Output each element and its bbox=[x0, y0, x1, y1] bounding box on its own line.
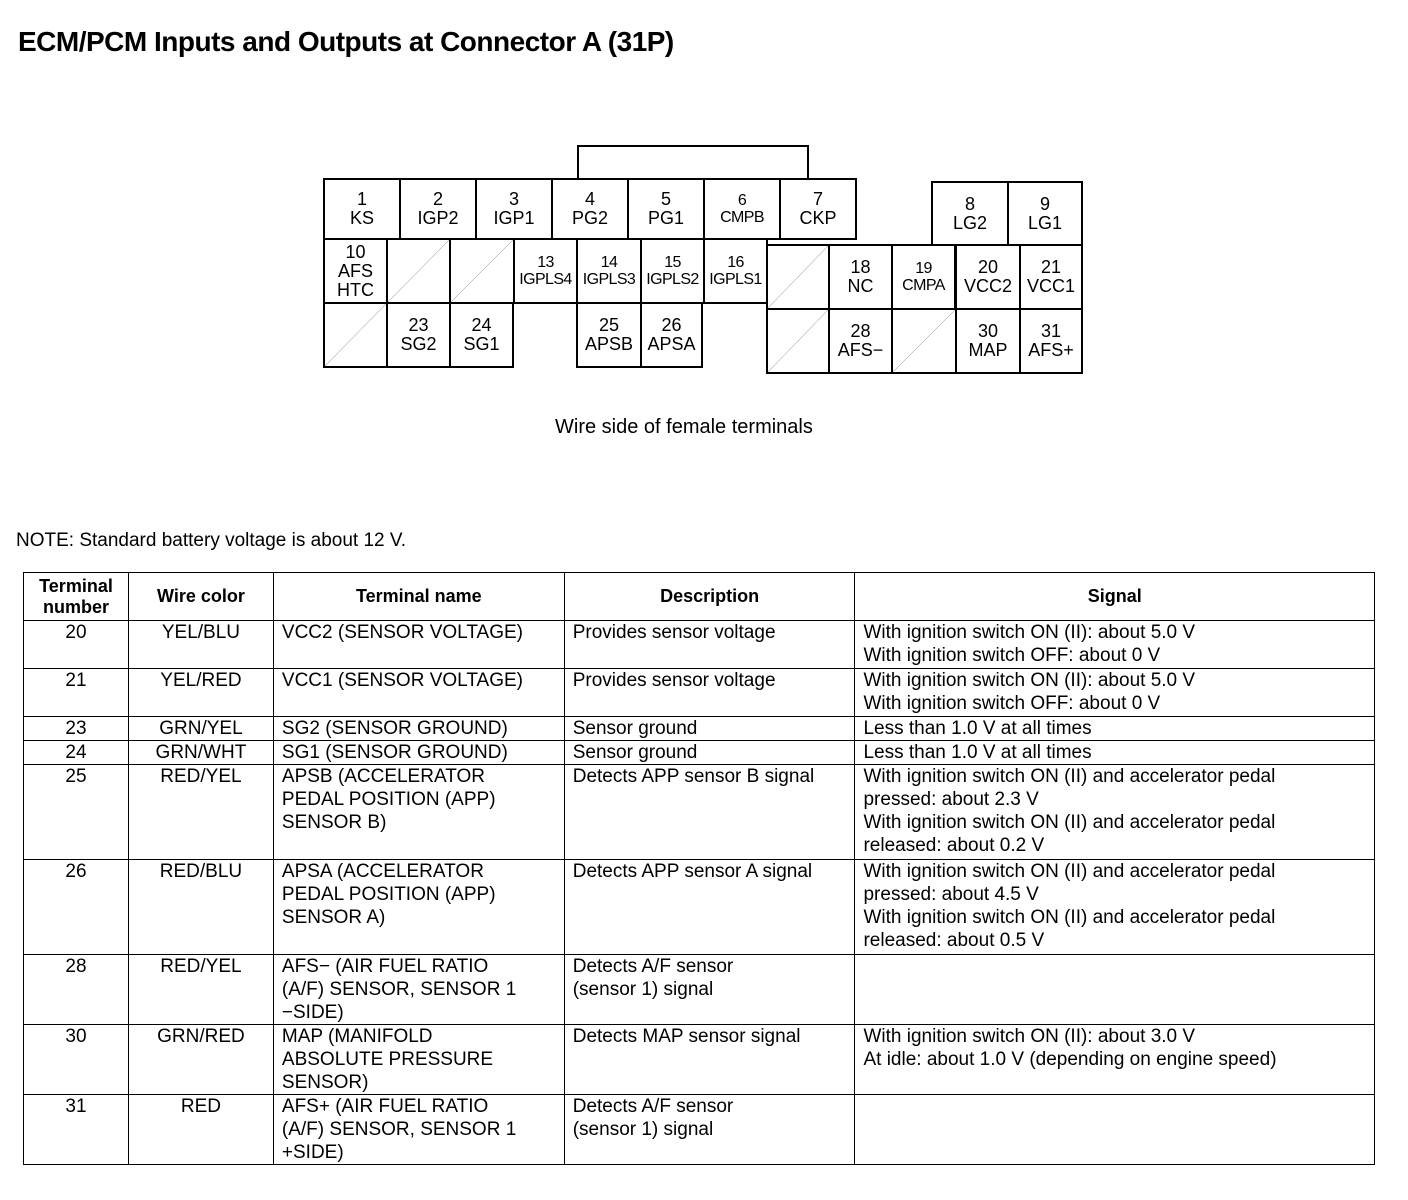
terminal-number: 4 bbox=[584, 189, 595, 209]
description-cell: Detects MAP sensor signal bbox=[564, 1025, 855, 1095]
terminal-number-cell: 21 bbox=[24, 669, 129, 717]
terminal-2 bbox=[399, 178, 477, 240]
wire-color-cell: GRN/RED bbox=[128, 1025, 273, 1095]
terminal-name: IGPLS1 bbox=[709, 271, 762, 288]
terminal-name-cell: APSB (ACCELERATOR PEDAL POSITION (APP) SENSOR B) bbox=[273, 765, 564, 860]
wire-color-cell: GRN/WHT bbox=[128, 741, 273, 765]
wire-color-cell: RED/YEL bbox=[128, 765, 273, 860]
table-row bbox=[24, 621, 1375, 669]
header-description: Description bbox=[564, 573, 855, 621]
terminal-number-cell: 20 bbox=[24, 621, 129, 669]
terminal-name: IGP1 bbox=[493, 208, 535, 228]
terminal-name: IGPLS4 bbox=[519, 271, 572, 288]
terminal-number: 30 bbox=[977, 321, 999, 341]
description-cell: Detects A/F sensor (sensor 1) signal bbox=[564, 955, 855, 1025]
connector-lock-tab bbox=[577, 145, 809, 181]
terminal-number: 19 bbox=[915, 260, 932, 277]
terminal-name: KS bbox=[349, 208, 374, 228]
terminal-19 bbox=[891, 244, 956, 310]
io-table bbox=[23, 572, 1375, 1165]
terminal-number-cell: 31 bbox=[24, 1095, 129, 1165]
terminal-number-cell: 25 bbox=[24, 765, 129, 860]
terminal-31 bbox=[1019, 308, 1083, 374]
terminal-name: IGPLS2 bbox=[646, 271, 699, 288]
terminal-name: APSA bbox=[647, 334, 696, 354]
table-row bbox=[24, 860, 1375, 955]
terminal-30 bbox=[955, 308, 1021, 374]
connector-caption: Wire side of female terminals bbox=[555, 416, 813, 438]
table-row bbox=[24, 1095, 1375, 1165]
terminal-25 bbox=[576, 302, 642, 368]
terminal-number-cell: 23 bbox=[24, 717, 129, 741]
terminal-name: NC bbox=[847, 276, 874, 296]
terminal-number: 15 bbox=[664, 254, 681, 271]
terminal-24 bbox=[449, 302, 514, 368]
terminal-number: 26 bbox=[661, 315, 682, 335]
terminal-name-cell: AFS+ (AIR FUEL RATIO (A/F) SENSOR, SENSOR 1 +SIDE) bbox=[273, 1095, 564, 1165]
terminal-name: LG1 bbox=[1027, 212, 1063, 233]
terminal-number: 10 bbox=[345, 241, 366, 262]
terminal-name: AFS HTC bbox=[337, 260, 374, 300]
terminal-18 bbox=[828, 244, 893, 310]
terminal-name-cell: SG1 (SENSOR GROUND) bbox=[273, 741, 564, 765]
terminal-number: 3 bbox=[508, 189, 519, 209]
description-cell: Provides sensor voltage bbox=[564, 669, 855, 717]
terminal-name: CKP bbox=[799, 208, 837, 228]
terminal-number: 25 bbox=[598, 315, 620, 335]
description-cell: Detects APP sensor B signal bbox=[564, 765, 855, 860]
terminal-name: AFS+ bbox=[1028, 340, 1074, 360]
wire-color-cell: GRN/YEL bbox=[128, 717, 273, 741]
connector-diagram bbox=[0, 0, 1408, 400]
terminal-3 bbox=[475, 178, 553, 240]
signal-cell: With ignition switch ON (II) and accelerator pedal pressed: about 2.3 V With ignition switch ON (II) and accelerator pedal released: about 0.2 V bbox=[855, 765, 1375, 860]
terminal-number: 9 bbox=[1039, 193, 1050, 214]
terminal-name: LG2 bbox=[952, 212, 988, 233]
terminal-name: PG1 bbox=[647, 208, 685, 228]
terminal-name-cell: VCC2 (SENSOR VOLTAGE) bbox=[273, 621, 564, 669]
signal-cell: With ignition switch ON (II): about 5.0 V With ignition switch OFF: about 0 V bbox=[855, 669, 1375, 717]
signal-cell: Less than 1.0 V at all times bbox=[855, 741, 1375, 765]
terminal-number: 16 bbox=[727, 254, 744, 271]
table-row bbox=[24, 717, 1375, 741]
terminal-1 bbox=[323, 178, 401, 240]
terminal-28 bbox=[828, 308, 893, 374]
terminal-number: 13 bbox=[537, 254, 554, 271]
terminal-20 bbox=[955, 244, 1021, 310]
terminal-5 bbox=[627, 178, 705, 240]
terminal-name-cell: AFS− (AIR FUEL RATIO (A/F) SENSOR, SENSOR 1 −SIDE) bbox=[273, 955, 564, 1025]
header-terminal-name: Terminal name bbox=[273, 573, 564, 621]
terminal-name-cell: APSA (ACCELERATOR PEDAL POSITION (APP) SENSOR A) bbox=[273, 860, 564, 955]
battery-note: NOTE: Standard battery voltage is about 12 V. bbox=[16, 530, 407, 551]
terminal-4 bbox=[551, 178, 629, 240]
terminal-name: SG2 bbox=[400, 334, 437, 354]
terminal-number-cell: 24 bbox=[24, 741, 129, 765]
wire-color-cell: YEL/RED bbox=[128, 669, 273, 717]
terminal-26 bbox=[640, 302, 703, 368]
description-cell: Detects A/F sensor (sensor 1) signal bbox=[564, 1095, 855, 1165]
terminal-number-cell: 26 bbox=[24, 860, 129, 955]
signal-cell bbox=[855, 1095, 1375, 1165]
table-header-row bbox=[24, 573, 1375, 621]
terminal-23 bbox=[386, 302, 451, 368]
terminal-number: 5 bbox=[660, 189, 671, 209]
description-cell: Provides sensor voltage bbox=[564, 621, 855, 669]
terminal-name: MAP bbox=[968, 340, 1008, 360]
unused-terminal-slot bbox=[891, 308, 957, 374]
header-wire-color: Wire color bbox=[128, 573, 273, 621]
terminal-name: VCC1 bbox=[1026, 276, 1075, 296]
terminal-number: 1 bbox=[356, 189, 367, 209]
terminal-name: CMPA bbox=[902, 277, 945, 294]
table-row bbox=[24, 955, 1375, 1025]
terminal-name: IGP2 bbox=[417, 208, 459, 228]
unused-terminal-slot bbox=[449, 238, 515, 304]
table-row bbox=[24, 765, 1375, 860]
description-cell: Sensor ground bbox=[564, 741, 855, 765]
unused-terminal-slot bbox=[766, 244, 830, 310]
terminal-number: 23 bbox=[408, 315, 429, 335]
terminal-name: APSB bbox=[584, 334, 634, 354]
terminal-number: 18 bbox=[850, 257, 871, 277]
terminal-14 bbox=[576, 238, 642, 304]
terminal-name: SG1 bbox=[463, 334, 500, 354]
terminal-name-cell: SG2 (SENSOR GROUND) bbox=[273, 717, 564, 741]
terminal-13 bbox=[513, 238, 578, 304]
terminal-number: 21 bbox=[1040, 257, 1062, 277]
terminal-number: 7 bbox=[812, 189, 823, 209]
description-cell: Detects APP sensor A signal bbox=[564, 860, 855, 955]
terminal-7 bbox=[779, 178, 857, 240]
terminal-number: 20 bbox=[977, 257, 999, 277]
terminal-name: VCC2 bbox=[963, 276, 1012, 296]
signal-cell bbox=[855, 955, 1375, 1025]
table-row bbox=[24, 741, 1375, 765]
signal-cell: With ignition switch ON (II): about 3.0 V At idle: about 1.0 V (depending on engine speed) bbox=[855, 1025, 1375, 1095]
table-row bbox=[24, 669, 1375, 717]
terminal-number-cell: 28 bbox=[24, 955, 129, 1025]
terminal-9 bbox=[1007, 181, 1083, 246]
wire-color-cell: RED bbox=[128, 1095, 273, 1165]
table-row bbox=[24, 1025, 1375, 1095]
header-terminal-number: Terminal number bbox=[24, 573, 129, 621]
wire-color-cell: RED/YEL bbox=[128, 955, 273, 1025]
terminal-name: CMPB bbox=[720, 209, 764, 226]
terminal-10 bbox=[323, 238, 388, 304]
terminal-name: PG2 bbox=[571, 208, 609, 228]
terminal-15 bbox=[640, 238, 705, 304]
terminal-number: 31 bbox=[1040, 321, 1062, 341]
wire-color-cell: YEL/BLU bbox=[128, 621, 273, 669]
terminal-21 bbox=[1019, 244, 1083, 310]
signal-cell: With ignition switch ON (II) and accelerator pedal pressed: about 4.5 V With ignition switch ON (II) and accelerator pedal released: about 0.5 V bbox=[855, 860, 1375, 955]
terminal-name-cell: VCC1 (SENSOR VOLTAGE) bbox=[273, 669, 564, 717]
signal-cell: With ignition switch ON (II): about 5.0 V With ignition switch OFF: about 0 V bbox=[855, 621, 1375, 669]
terminal-number: 14 bbox=[600, 254, 618, 271]
terminal-16 bbox=[703, 238, 768, 304]
signal-cell: Less than 1.0 V at all times bbox=[855, 717, 1375, 741]
terminal-number: 8 bbox=[964, 193, 975, 214]
wire-color-cell: RED/BLU bbox=[128, 860, 273, 955]
unused-terminal-slot bbox=[386, 238, 451, 304]
terminal-6 bbox=[703, 178, 781, 240]
unused-terminal-slot bbox=[323, 302, 388, 368]
description-cell: Sensor ground bbox=[564, 717, 855, 741]
terminal-number: 28 bbox=[850, 321, 871, 341]
terminal-number-cell: 30 bbox=[24, 1025, 129, 1095]
terminal-number: 2 bbox=[432, 189, 443, 209]
terminal-name: IGPLS3 bbox=[582, 271, 636, 288]
header-signal: Signal bbox=[855, 573, 1375, 621]
terminal-name: AFS− bbox=[837, 340, 884, 360]
terminal-number: 24 bbox=[471, 315, 492, 335]
terminal-number: 6 bbox=[737, 192, 747, 209]
terminal-8 bbox=[931, 181, 1009, 246]
unused-terminal-slot bbox=[766, 308, 830, 374]
terminal-name-cell: MAP (MANIFOLD ABSOLUTE PRESSURE SENSOR) bbox=[273, 1025, 564, 1095]
page-title: ECM/PCM Inputs and Outputs at Connector A (31P) bbox=[18, 26, 674, 57]
